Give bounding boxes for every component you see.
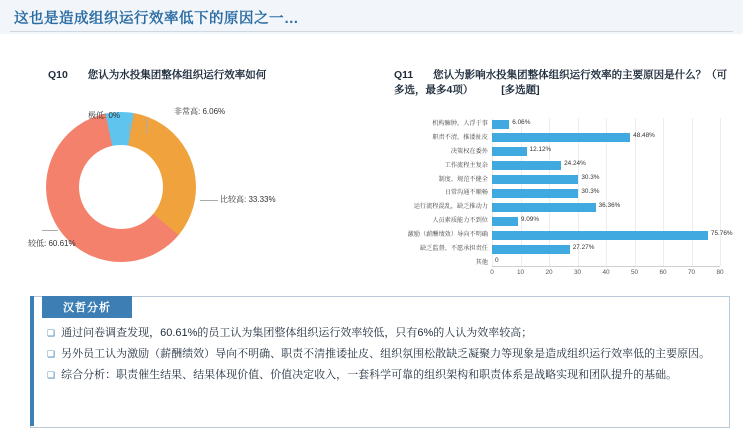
leader-line-jidi xyxy=(128,122,129,135)
analysis-box xyxy=(30,296,730,428)
bar-value-label: 12.12% xyxy=(529,146,552,154)
analysis-item xyxy=(47,367,711,384)
bar-fill xyxy=(492,231,708,240)
bar-row xyxy=(432,118,720,130)
bar-value-label: 30.3% xyxy=(581,187,600,195)
leader-line-jiaodi xyxy=(42,230,58,231)
bar-category-label: 决策权在委外 xyxy=(450,147,488,155)
bar-row xyxy=(407,229,733,241)
bar-axis-tick: 0 xyxy=(490,269,494,276)
bar-axis-tick: 80 xyxy=(716,269,724,276)
page-title: 这也是造成组织运行效率低下的原因之一… xyxy=(14,11,299,27)
bar-category-label: 缺乏监督、不愿承担责任 xyxy=(419,245,488,253)
donut-label-jidi: 极低: 0% xyxy=(88,111,121,120)
bullet-square-icon: ❑ xyxy=(47,328,56,338)
bar-category-label: 日常沟通不顺畅 xyxy=(444,189,488,197)
bar-axis-tick: 10 xyxy=(516,269,525,276)
analysis-item-text: 另外员工认为激励（薪酬绩效）导向不明确、职责不清推诿扯皮、组织氛围松散缺乏凝聚力等现象是造成组织运行效率低的主要原因。 xyxy=(61,348,711,361)
bar-row xyxy=(450,146,720,158)
bar-fill xyxy=(492,217,518,226)
bar-row xyxy=(438,174,720,186)
bar-axis-tick: 70 xyxy=(687,269,696,276)
leader-line-feichanggao xyxy=(146,118,147,134)
donut-label-jiaodi: 较低: 60.61% xyxy=(28,239,76,248)
analysis-tab-label: 汉哲分析 xyxy=(42,296,132,318)
bar-category-label: 职责不清，推诿扯皮 xyxy=(432,133,488,141)
q11-tag: [多选题] xyxy=(501,84,540,97)
q11-text: 您认为影响水投集团整体组织运行效率的主要原因是什么？（可多选，最多4项） xyxy=(394,69,728,97)
title-divider xyxy=(10,31,733,32)
q10-text: 您认为水投集团整体组织运行效率如何 xyxy=(87,69,267,81)
donut-label-bijiaogao: 比较高: 33.33% xyxy=(220,195,276,204)
bar-value-label: 30.3% xyxy=(581,174,600,182)
bar-axis-tick: 20 xyxy=(545,269,553,276)
bullet-square-icon: ❑ xyxy=(47,349,56,360)
bar-category-label: 机构臃肿，人浮于事 xyxy=(432,120,488,127)
bar-fill xyxy=(492,203,596,212)
bar-axis-tick: 30 xyxy=(573,269,582,276)
bar-row xyxy=(432,215,720,227)
donut-center xyxy=(71,137,171,237)
bar-value-label: 27.27% xyxy=(572,243,595,251)
bar-fill xyxy=(492,175,578,184)
bar-axis-ticks xyxy=(490,267,724,279)
leader-line-bijiaogao xyxy=(200,200,218,201)
bar-value-label: 6.06% xyxy=(512,118,531,126)
q11-code: Q11 xyxy=(394,69,414,81)
donut-ring xyxy=(32,98,210,276)
bar-category-label: 人员素质能力不到位 xyxy=(432,217,488,225)
bar-category-label: 工作流程主复杂 xyxy=(444,161,488,169)
bar-fill xyxy=(492,245,570,254)
bar-row xyxy=(444,160,720,172)
bar-plot-area xyxy=(407,118,733,266)
bar-value-label: 48.48% xyxy=(633,132,655,140)
bar-fill xyxy=(492,189,578,198)
donut-label-feichanggao: 非常高: 6.06% xyxy=(174,107,226,116)
bar-category-label: 激励（薪酬绩效）导向不明确 xyxy=(407,231,488,239)
bar-fill xyxy=(492,133,630,142)
bar-chart-q11 xyxy=(400,118,733,280)
bar-row xyxy=(419,243,720,255)
analysis-item-text: 通过问卷调查发现，60.61%的员工认为集团整体组织运行效率较低，只有6%的人认为效率较高； xyxy=(61,327,533,339)
analysis-item xyxy=(47,346,711,363)
bar-value-label: 0 xyxy=(495,257,499,265)
bar-value-label: 9.09% xyxy=(520,215,540,223)
bar-category-label: 其他 xyxy=(475,258,488,266)
bar-fill xyxy=(492,147,527,156)
bar-row xyxy=(413,201,720,213)
bar-value-label: 36.36% xyxy=(598,201,621,209)
bar-axis-tick: 50 xyxy=(630,269,639,276)
bar-row xyxy=(432,132,720,144)
bar-row xyxy=(444,187,720,199)
analysis-accent-bar xyxy=(30,296,34,426)
bar-category-label: 运行流程混乱，缺乏推动力 xyxy=(413,203,488,211)
bar-fill xyxy=(492,161,561,170)
analysis-item-text: 综合分析：职责催生结果、结果体现价值、价值决定收入，一套科学可靠的组织架构和职责体系是战略实现和团队提升的基础。 xyxy=(61,369,678,382)
bar-axis-tick: 40 xyxy=(602,269,610,276)
bar-fill xyxy=(492,120,509,129)
bar-category-label: 制度、规范不健全 xyxy=(438,175,488,183)
bar-value-label: 24.24% xyxy=(564,160,586,168)
q10-code: Q10 xyxy=(48,69,68,81)
bar-axis-tick: 60 xyxy=(659,269,667,276)
analysis-list xyxy=(47,325,711,388)
bar-gridline xyxy=(720,118,721,266)
bar-value-label: 75.76% xyxy=(710,229,733,237)
bullet-square-icon: ❑ xyxy=(47,370,56,381)
analysis-item xyxy=(47,325,711,342)
